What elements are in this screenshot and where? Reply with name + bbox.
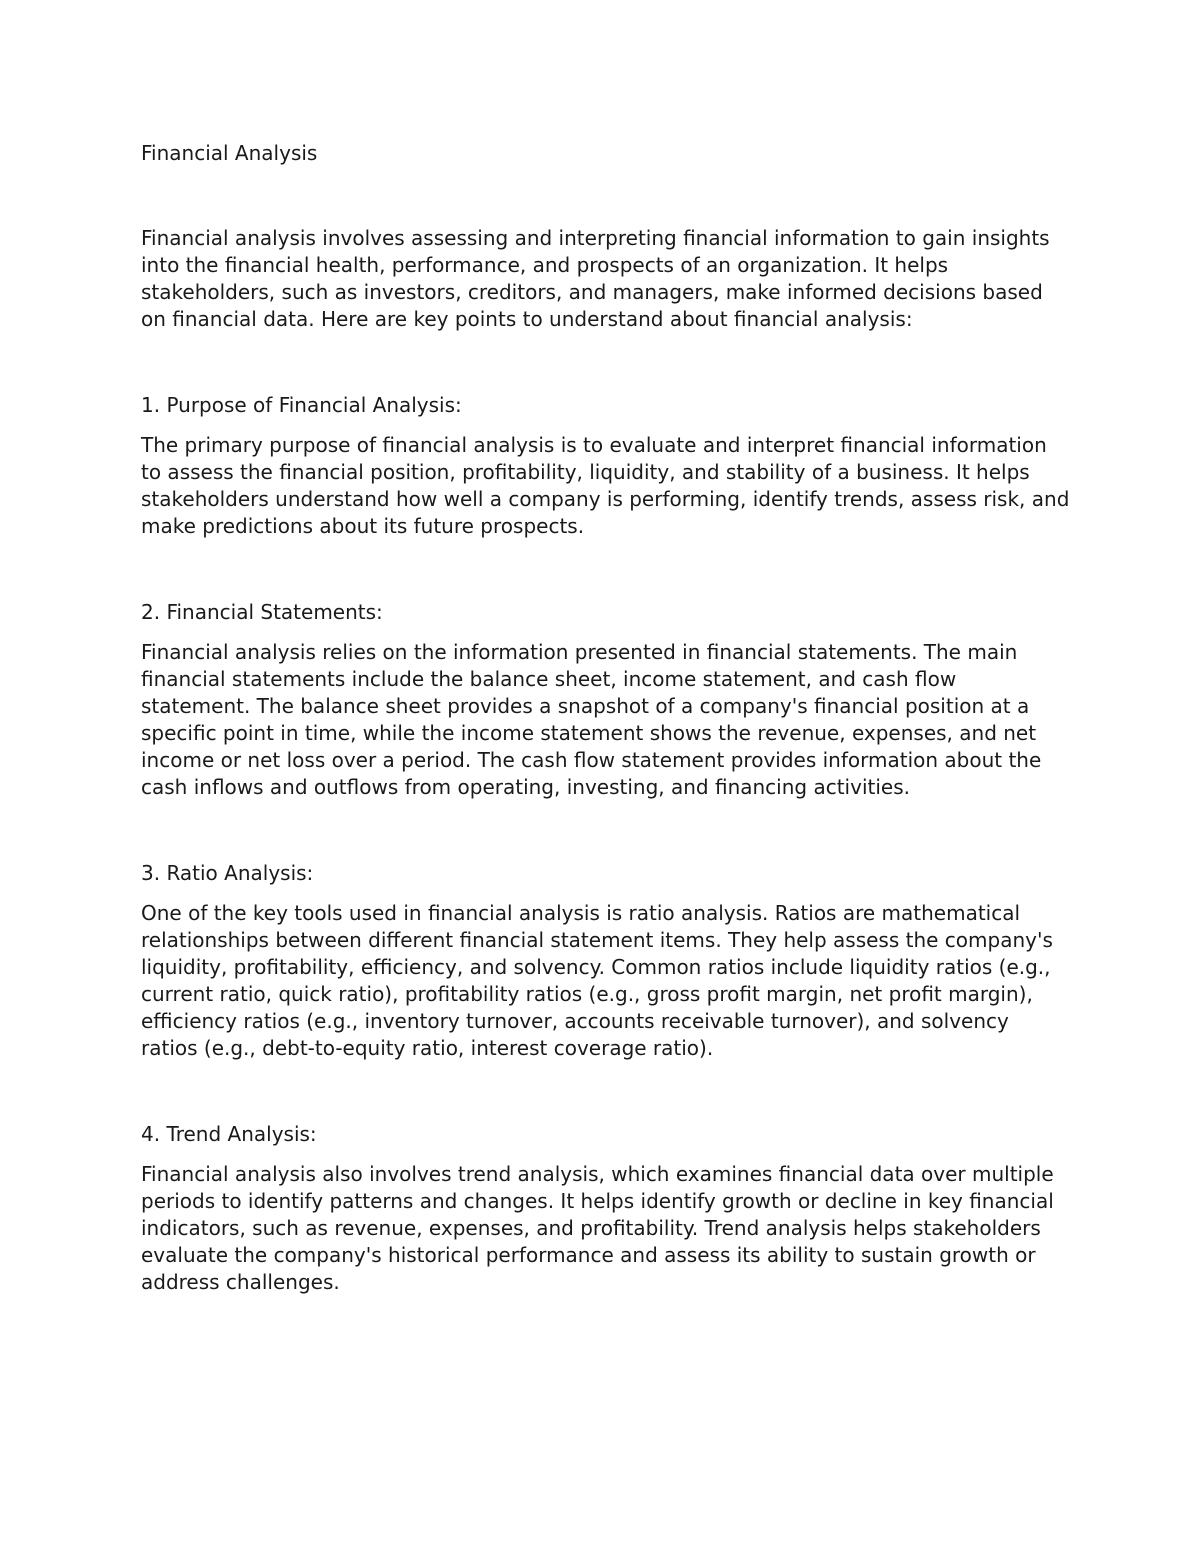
section-heading: 2. Financial Statements:	[141, 600, 383, 624]
section-ratio-analysis	[141, 858, 1071, 1062]
section-body: Financial analysis also involves trend analysis, which examines financial data over multiple periods to identify patterns and changes. It helps identify growth or decline in key financial indicators, such as revenue, expenses, and profitability. Trend analysis helps stakeholders evaluate the company's historical performance and assess its ability to sustain growth or address challenges.	[141, 1162, 1054, 1294]
document-title: Financial Analysis	[141, 141, 318, 165]
section-body: The primary purpose of financial analysis is to evaluate and interpret financial information to assess the financial position, profitability, liquidity, and stability of a business. It helps stakeholders understand how well a company is performing, identify trends, assess risk, and make predictions about its future prospects.	[141, 433, 1070, 538]
section-body: Financial analysis relies on the information presented in financial statements. The main financial statements include the balance sheet, income statement, and cash flow statement. The balance sheet provides a snapshot of a company's financial position at a specific point in time, while the income statement shows the revenue, expenses, and net income or net loss over a period. The cash flow statement provides information about the cash inflows and outflows from operating, investing, and financing activities.	[141, 640, 1042, 799]
section-trend-analysis	[141, 1119, 1071, 1296]
section-body: One of the key tools used in financial analysis is ratio analysis. Ratios are mathematical relationships between different financial statement items. They help assess the company's liquidity, profitability, efficiency, and solvency. Common ratios include liquidity ratios (e.g., current ratio, quick ratio), profitability ratios (e.g., gross profit margin, net profit margin), efficiency ratios (e.g., inventory turnover, accounts receivable turnover), and solvency ratios (e.g., debt-to-equity ratio, interest coverage ratio).	[141, 901, 1053, 1060]
section-financial-statements	[141, 597, 1071, 801]
section-purpose	[141, 390, 1071, 540]
section-heading: 3. Ratio Analysis:	[141, 861, 314, 885]
intro-paragraph: Financial analysis involves assessing and interpreting financial information to gain insights into the financial health, performance, and prospects of an organization. It helps stakeholders, such as investors, creditors, and managers, make informed decisions based on financial data. Here are key points to understand about financial analysis:	[141, 226, 1050, 331]
document-page	[141, 138, 1071, 1296]
section-heading: 4. Trend Analysis:	[141, 1122, 317, 1146]
section-heading: 1. Purpose of Financial Analysis:	[141, 393, 462, 417]
